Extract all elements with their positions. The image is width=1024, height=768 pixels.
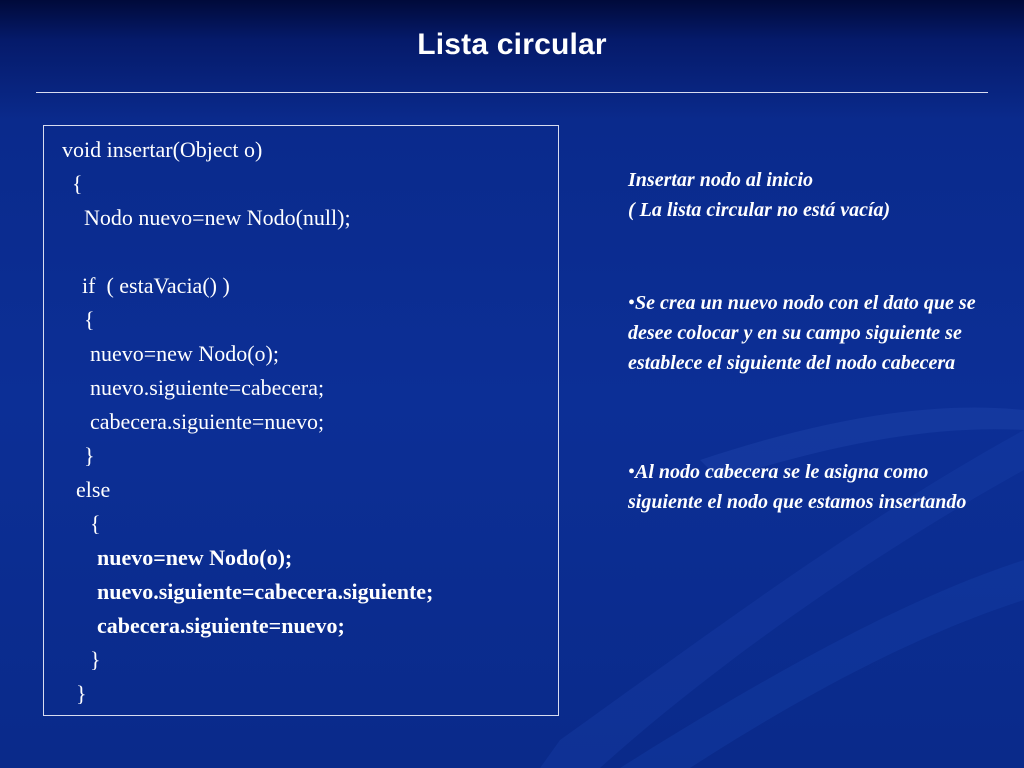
bullet-item <box>628 288 978 378</box>
code-line: Nodo nuevo=new Nodo(null); <box>84 205 351 230</box>
code-line: { <box>72 171 83 196</box>
code-line: } <box>90 647 101 672</box>
notes-heading-line: Insertar nodo al inicio <box>628 169 814 191</box>
code-line: nuevo=new Nodo(o); <box>90 341 279 366</box>
code-line: nuevo=new Nodo(o); <box>97 545 293 570</box>
code-line: nuevo.siguiente=cabecera; <box>90 375 325 400</box>
bullet-icon: • <box>628 292 636 314</box>
bullet-icon: • <box>628 461 636 483</box>
code-line: cabecera.siguiente=nuevo; <box>97 613 345 638</box>
code-line: void insertar(Object o) <box>62 137 263 162</box>
notes-heading-line: ( La lista circular no está vacía) <box>628 199 891 221</box>
code-line: if ( estaVacia() ) <box>82 273 230 298</box>
title-divider <box>36 92 988 93</box>
code-line: { <box>90 511 101 536</box>
code-line: cabecera.siguiente=nuevo; <box>90 409 325 434</box>
bullet-item <box>628 457 978 517</box>
code-line: else <box>76 477 111 502</box>
bullet-text: Se crea un nuevo nodo con el dato que se desee colocar y en su campo siguiente se establece el siguiente del nodo cabecera <box>628 292 976 374</box>
code-line: } <box>84 443 95 468</box>
code-line: { <box>84 307 95 332</box>
slide-title: Lista circular <box>417 28 607 61</box>
code-line: } <box>76 681 87 706</box>
code-line: nuevo.siguiente=cabecera.siguiente; <box>97 579 434 604</box>
bullet-text: Al nodo cabecera se le asigna como siguiente el nodo que estamos insertando <box>628 461 967 513</box>
notes-heading <box>628 165 1008 225</box>
